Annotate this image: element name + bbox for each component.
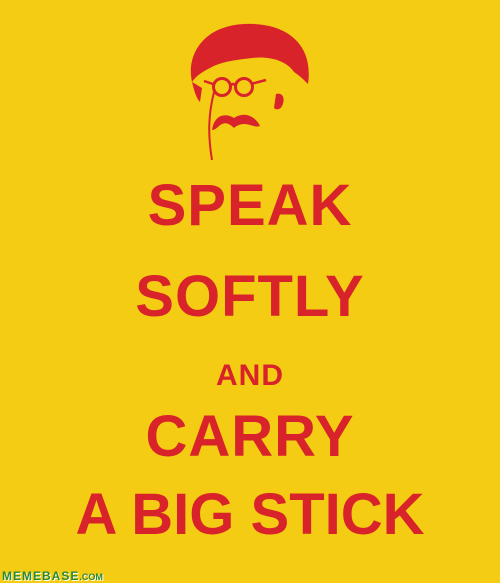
headline-line-3: AND [216, 359, 284, 392]
headline-line-4: CARRY [145, 404, 355, 469]
headline-line-2: SOFTLY [135, 264, 365, 329]
watermark-suffix: .COM [79, 572, 103, 582]
mustached-man-with-pince-nez-icon [182, 18, 318, 168]
headline-line-1: SPEAK [147, 173, 353, 238]
watermark-name: MEMEBASE [2, 569, 80, 583]
headline-line-5: A BIG STICK [75, 482, 425, 547]
watermark-bar [0, 568, 500, 583]
memebase-watermark [2, 569, 103, 584]
